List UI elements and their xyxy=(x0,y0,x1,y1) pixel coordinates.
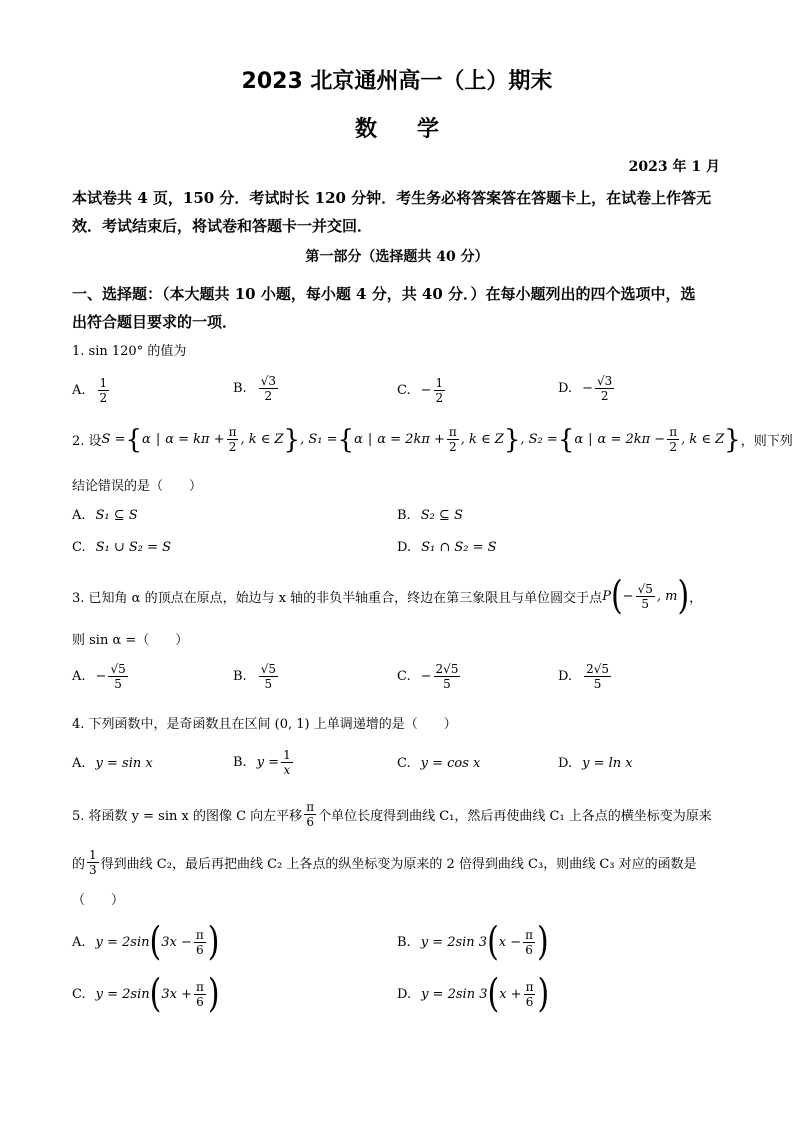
denominator: 6 xyxy=(525,995,534,1009)
option-label: D. xyxy=(558,381,573,396)
question-5-option-a xyxy=(72,919,220,965)
option-text: y = sin x xyxy=(95,756,153,771)
fraction xyxy=(281,748,293,777)
coordinate-m: , m xyxy=(656,589,678,604)
fraction xyxy=(667,425,679,454)
fraction xyxy=(108,662,127,691)
fraction xyxy=(259,662,278,691)
fraction xyxy=(194,980,206,1009)
right-paren: ) xyxy=(207,971,220,1017)
numerator: π xyxy=(525,928,534,942)
numerator: 1 xyxy=(99,376,108,390)
option-label: D. xyxy=(397,987,412,1002)
option-label: C. xyxy=(397,669,411,684)
question-3-option-c xyxy=(397,662,462,691)
option-label: B. xyxy=(397,935,411,950)
question-5-line-1 xyxy=(72,800,712,829)
numerator: 1 xyxy=(435,376,444,390)
section-line-1: 一、选择题：（本大题共 10 小题，每小题 4 分，共 40 分．）在每小题列出的四个选项中，选 xyxy=(72,285,696,303)
option-text: S₂ ⊆ S xyxy=(420,508,463,523)
alpha-symbol: α xyxy=(354,432,363,447)
left-paren: ( xyxy=(610,573,623,619)
fraction xyxy=(584,662,611,691)
numerator: π xyxy=(306,800,315,814)
fraction xyxy=(87,848,99,877)
option-text: S₁ ∪ S₂ = S xyxy=(95,540,172,555)
right-brace: } xyxy=(724,424,741,455)
denominator: 6 xyxy=(196,943,204,957)
denominator: 2 xyxy=(600,389,609,403)
numerator: 2√5 xyxy=(435,662,459,676)
fraction xyxy=(194,928,206,957)
question-3-stem xyxy=(72,573,703,619)
option-label: A. xyxy=(72,756,86,771)
numerator: 2√5 xyxy=(586,662,610,676)
fraction xyxy=(259,374,278,403)
question-1-option-b xyxy=(233,374,280,403)
option-label: B. xyxy=(233,669,247,684)
numerator: √3 xyxy=(597,374,613,388)
question-1-option-c xyxy=(397,376,447,405)
denominator: 5 xyxy=(264,677,273,691)
instructions-line-2: 效．考试结束后，将试卷和答题卡一并交回． xyxy=(72,217,373,235)
right-brace: } xyxy=(503,424,521,455)
option-label: A. xyxy=(72,669,86,684)
k-in-z: , k ∈ Z xyxy=(240,432,284,447)
set-s2-condition: α = 2kπ − xyxy=(597,432,666,447)
option-label: C. xyxy=(397,383,411,398)
denominator: 5 xyxy=(443,677,451,691)
fraction xyxy=(523,928,535,957)
numerator: 1 xyxy=(89,848,97,862)
numerator: π xyxy=(525,980,534,994)
stem-text: 的 xyxy=(72,857,86,872)
k-in-z: , k ∈ Z xyxy=(681,432,725,447)
fraction xyxy=(636,582,655,611)
numerator: √5 xyxy=(637,582,653,596)
numerator: √5 xyxy=(260,662,276,676)
option-label: A. xyxy=(72,508,86,523)
option-label: C. xyxy=(72,987,86,1002)
left-brace: { xyxy=(557,424,575,455)
question-4-option-a xyxy=(72,756,153,771)
point-p: P xyxy=(602,589,611,604)
option-text: x + xyxy=(499,987,522,1002)
question-3-option-b xyxy=(233,662,280,691)
option-label: C. xyxy=(72,540,86,555)
set-s-condition: α = kπ + xyxy=(165,432,225,447)
section-line-2: 出符合题目要求的一项． xyxy=(72,313,238,331)
stem-text: 3. 已知角 α 的顶点在原点，始边与 x 轴的非负半轴重合，终边在第三象限且与单位圆交于点 xyxy=(72,591,603,606)
fraction xyxy=(98,376,110,405)
subject-title: 数学 xyxy=(354,117,479,142)
question-5-option-b xyxy=(397,919,549,965)
question-4-option-c xyxy=(397,756,480,771)
part-one-heading: 第一部分（选择题共 40 分） xyxy=(305,249,489,265)
denominator: 2 xyxy=(435,391,444,405)
question-2-stem xyxy=(72,425,793,454)
option-label: A. xyxy=(72,383,86,398)
question-3-line-2: 则 sin α =（ ） xyxy=(72,633,189,648)
numerator: √3 xyxy=(260,374,276,388)
option-label: B. xyxy=(233,755,247,770)
left-paren: ( xyxy=(487,971,500,1017)
numerator: π xyxy=(195,980,204,994)
question-5-line-2 xyxy=(72,848,697,877)
minus-sign: − xyxy=(622,589,634,604)
option-label: D. xyxy=(558,756,573,771)
right-paren: ) xyxy=(537,919,549,965)
option-text: y = 2sin xyxy=(95,987,150,1002)
right-brace: } xyxy=(283,424,301,455)
bar: | xyxy=(155,432,161,447)
option-text: y = 2sin 3 xyxy=(420,935,488,950)
minus-sign: − xyxy=(582,381,593,396)
option-label: A. xyxy=(72,935,86,950)
question-1-stem: 1. sin 120° 的值为 xyxy=(72,344,187,359)
numerator: √5 xyxy=(110,662,126,676)
left-brace: { xyxy=(337,424,355,455)
stem-text: 5. 将函数 y = sin x 的图像 C 向左平移 xyxy=(72,809,303,824)
option-text: 3x − xyxy=(161,935,192,950)
fraction xyxy=(304,800,316,829)
denominator: 2 xyxy=(228,440,237,454)
option-text: x − xyxy=(498,935,522,950)
question-2-option-b xyxy=(397,508,463,523)
minus-sign: − xyxy=(420,383,432,398)
denominator: 2 xyxy=(99,391,108,405)
option-label: B. xyxy=(233,381,247,396)
denominator: 2 xyxy=(449,440,457,454)
option-label: D. xyxy=(397,540,412,555)
denominator: 2 xyxy=(264,389,273,403)
left-paren: ( xyxy=(149,971,162,1017)
minus-sign: − xyxy=(95,669,107,684)
fraction xyxy=(434,376,446,405)
denominator: x xyxy=(283,763,291,777)
denominator: 5 xyxy=(641,597,650,611)
question-4-option-d xyxy=(558,756,633,771)
fraction xyxy=(595,374,614,403)
denominator: 6 xyxy=(196,995,204,1009)
question-3-option-a xyxy=(72,662,130,691)
denominator: 6 xyxy=(525,943,533,957)
denominator: 5 xyxy=(114,677,122,691)
instructions-line-1: 本试卷共 4 页，150 分．考试时长 120 分钟．考生务必将答案答在答题卡上，在试卷上作答无 xyxy=(72,189,712,207)
left-brace: { xyxy=(125,424,143,455)
option-text: y = xyxy=(256,755,280,770)
question-5-line-3: （ ） xyxy=(72,893,125,908)
left-paren: ( xyxy=(487,919,499,965)
denominator: 3 xyxy=(89,863,97,877)
denominator: 5 xyxy=(593,677,602,691)
fraction xyxy=(227,425,239,454)
section-one-heading xyxy=(72,280,724,336)
set-s1-condition: α = 2kπ + xyxy=(377,432,445,447)
option-text: y = ln x xyxy=(582,756,633,771)
stem-prefix: 2. 设 xyxy=(72,434,102,449)
question-2-line-2: 结论错误的是（ ） xyxy=(72,479,203,494)
stem-suffix: ，则下列 xyxy=(740,434,793,449)
question-1-option-a xyxy=(72,376,111,405)
option-label: D. xyxy=(558,669,573,684)
option-text: S₁ ⊆ S xyxy=(95,508,138,523)
option-text: y = 2sin xyxy=(95,935,150,950)
question-4-option-b xyxy=(233,748,295,777)
question-5-option-c xyxy=(72,971,220,1017)
set-s1-symbol: , S₁ = xyxy=(300,432,338,447)
right-paren: ) xyxy=(677,573,690,619)
fraction xyxy=(434,662,461,691)
exam-date: 2023 年 1 月 xyxy=(628,159,720,175)
question-2-option-a xyxy=(72,508,138,523)
bar: | xyxy=(588,432,593,447)
alpha-symbol: α xyxy=(574,432,584,447)
option-label: B. xyxy=(397,508,411,523)
minus-sign: − xyxy=(420,669,432,684)
question-2-option-c xyxy=(72,540,171,555)
option-text: y = cos x xyxy=(420,756,481,771)
set-s2-symbol: , S₂ = xyxy=(520,432,558,447)
fraction xyxy=(524,980,536,1009)
numerator: π xyxy=(448,425,457,439)
right-paren: ) xyxy=(537,971,550,1017)
exam-title: 2023 北京通州高一（上）期末 xyxy=(241,69,553,94)
option-text: 3x + xyxy=(161,987,192,1002)
bar: | xyxy=(367,432,373,447)
question-4-stem: 4. 下列函数中，是奇函数且在区间 (0, 1) 上单调递增的是（ ） xyxy=(72,717,457,732)
alpha-symbol: α xyxy=(142,432,151,447)
question-1-option-d xyxy=(558,374,616,403)
k-in-z: , k ∈ Z xyxy=(460,432,504,447)
stem-text: 个单位长度得到曲线 C₁，然后再使曲线 C₁ 上各点的横坐标变为原来 xyxy=(318,809,712,824)
numerator: π xyxy=(228,425,237,439)
stem-text: 得到曲线 C₂，最后再把曲线 C₂ 上各点的纵坐标变为原来的 2 倍得到曲线 C₃，则曲线 C₃ 对应的函数是 xyxy=(100,857,697,872)
right-paren: ) xyxy=(207,919,220,965)
numerator: π xyxy=(195,928,204,942)
option-text: y = 2sin 3 xyxy=(421,987,488,1002)
question-5-option-d xyxy=(397,971,550,1017)
numerator: 1 xyxy=(283,748,291,762)
fraction xyxy=(447,425,459,454)
option-label: C. xyxy=(397,756,411,771)
denominator: 2 xyxy=(669,440,677,454)
question-2-option-d xyxy=(397,540,497,555)
set-s-symbol: S = xyxy=(101,432,126,447)
question-3-option-d xyxy=(558,662,613,691)
left-paren: ( xyxy=(149,919,162,965)
exam-instructions xyxy=(72,184,724,240)
option-text: S₁ ∩ S₂ = S xyxy=(421,540,497,555)
comma: ， xyxy=(689,591,703,606)
numerator: π xyxy=(669,425,678,439)
denominator: 6 xyxy=(306,815,314,829)
